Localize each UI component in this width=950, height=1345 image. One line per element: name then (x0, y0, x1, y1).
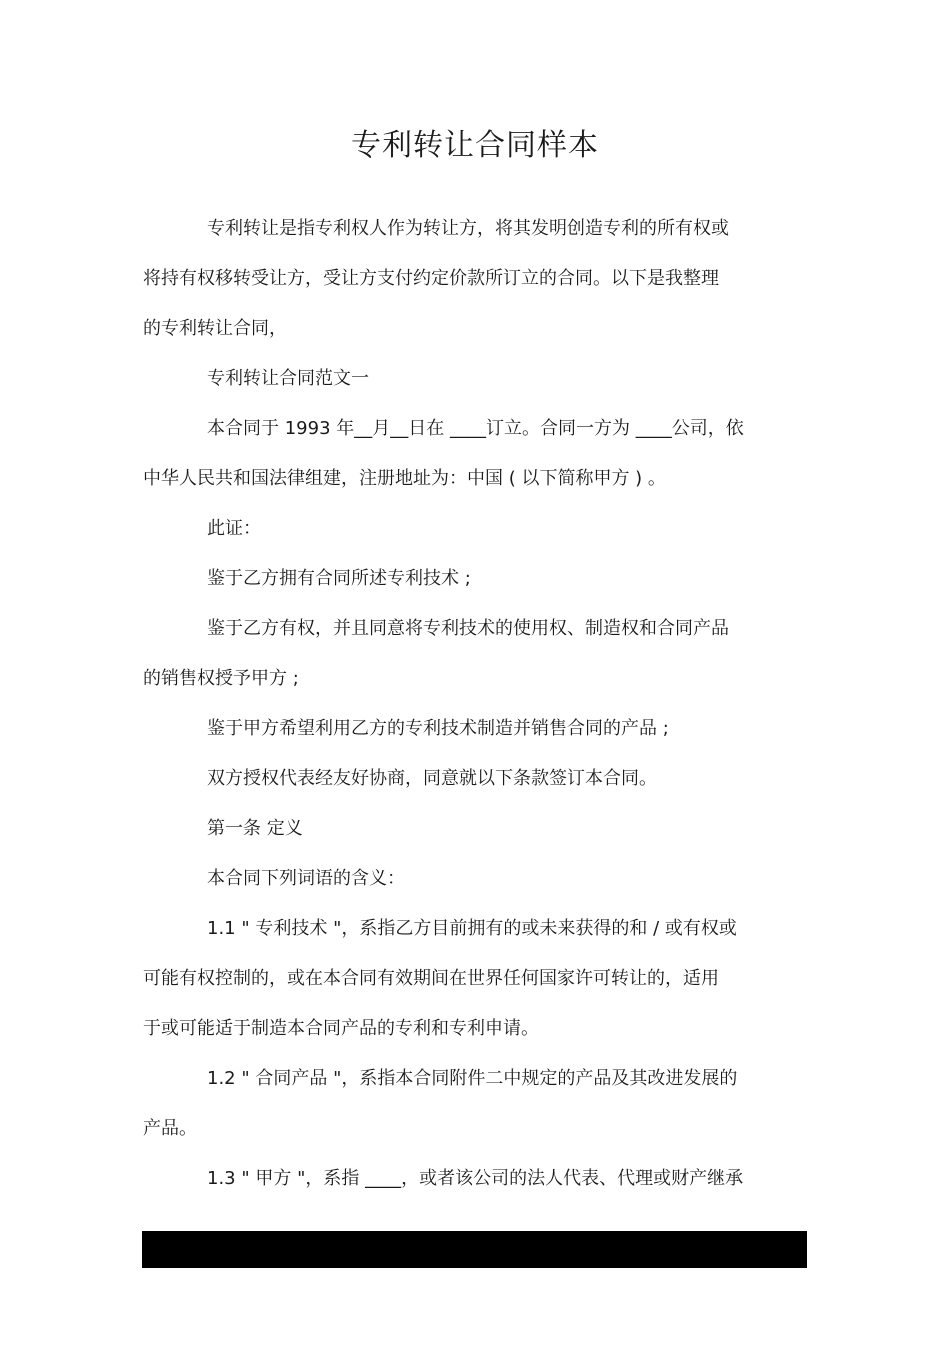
document-title: 专利转让合同样本 (351, 128, 599, 163)
body-line: 可能有权控制的，或在本合同有效期间在世界任何国家许可转让的，适用 (143, 968, 719, 989)
footer-bar (142, 1231, 807, 1268)
body-line: 此证： (207, 518, 261, 539)
body-line: 将持有权移转受让方，受让方支付约定价款所订立的合同。以下是我整理 (143, 268, 719, 289)
article-heading: 第一条 定义 (207, 818, 303, 839)
body-line: 的销售权授予甲方 ; (143, 668, 299, 689)
body-line: 1.2 " 合同产品 "，系指本合同附件二中规定的产品及其改进发展的 (207, 1068, 738, 1089)
body-line: 1.1 " 专利技术 "，系指乙方目前拥有的或未来获得的和 / 或有权或 (207, 918, 737, 939)
body-line: 本合同于 1993 年__月__日在 ____订立。合同一方为 ____公司，依 (207, 418, 744, 439)
body-line: 鉴于乙方拥有合同所述专利技术 ; (207, 568, 471, 589)
body-line: 本合同下列词语的含义： (207, 868, 405, 889)
body-line: 鉴于乙方有权，并且同意将专利技术的使用权、制造权和合同产品 (207, 618, 729, 639)
body-line: 产品。 (143, 1118, 197, 1139)
body-line: 1.3 " 甲方 "，系指 ____，或者该公司的法人代表、代理或财产继承 (207, 1168, 744, 1189)
section-heading: 专利转让合同范文一 (207, 368, 369, 389)
body-line: 鉴于甲方希望利用乙方的专利技术制造并销售合同的产品 ; (207, 718, 669, 739)
body-line: 的专利转让合同， (143, 318, 287, 339)
body-line: 中华人民共和国法律组建，注册地址为：中国 ( 以下简称甲方 ) 。 (143, 468, 666, 489)
body-line: 双方授权代表经友好协商，同意就以下条款签订本合同。 (207, 768, 657, 789)
body-line: 于或可能适于制造本合同产品的专利和专利申请。 (143, 1018, 539, 1039)
body-line: 专利转让是指专利权人作为转让方，将其发明创造专利的所有权或 (207, 218, 729, 239)
